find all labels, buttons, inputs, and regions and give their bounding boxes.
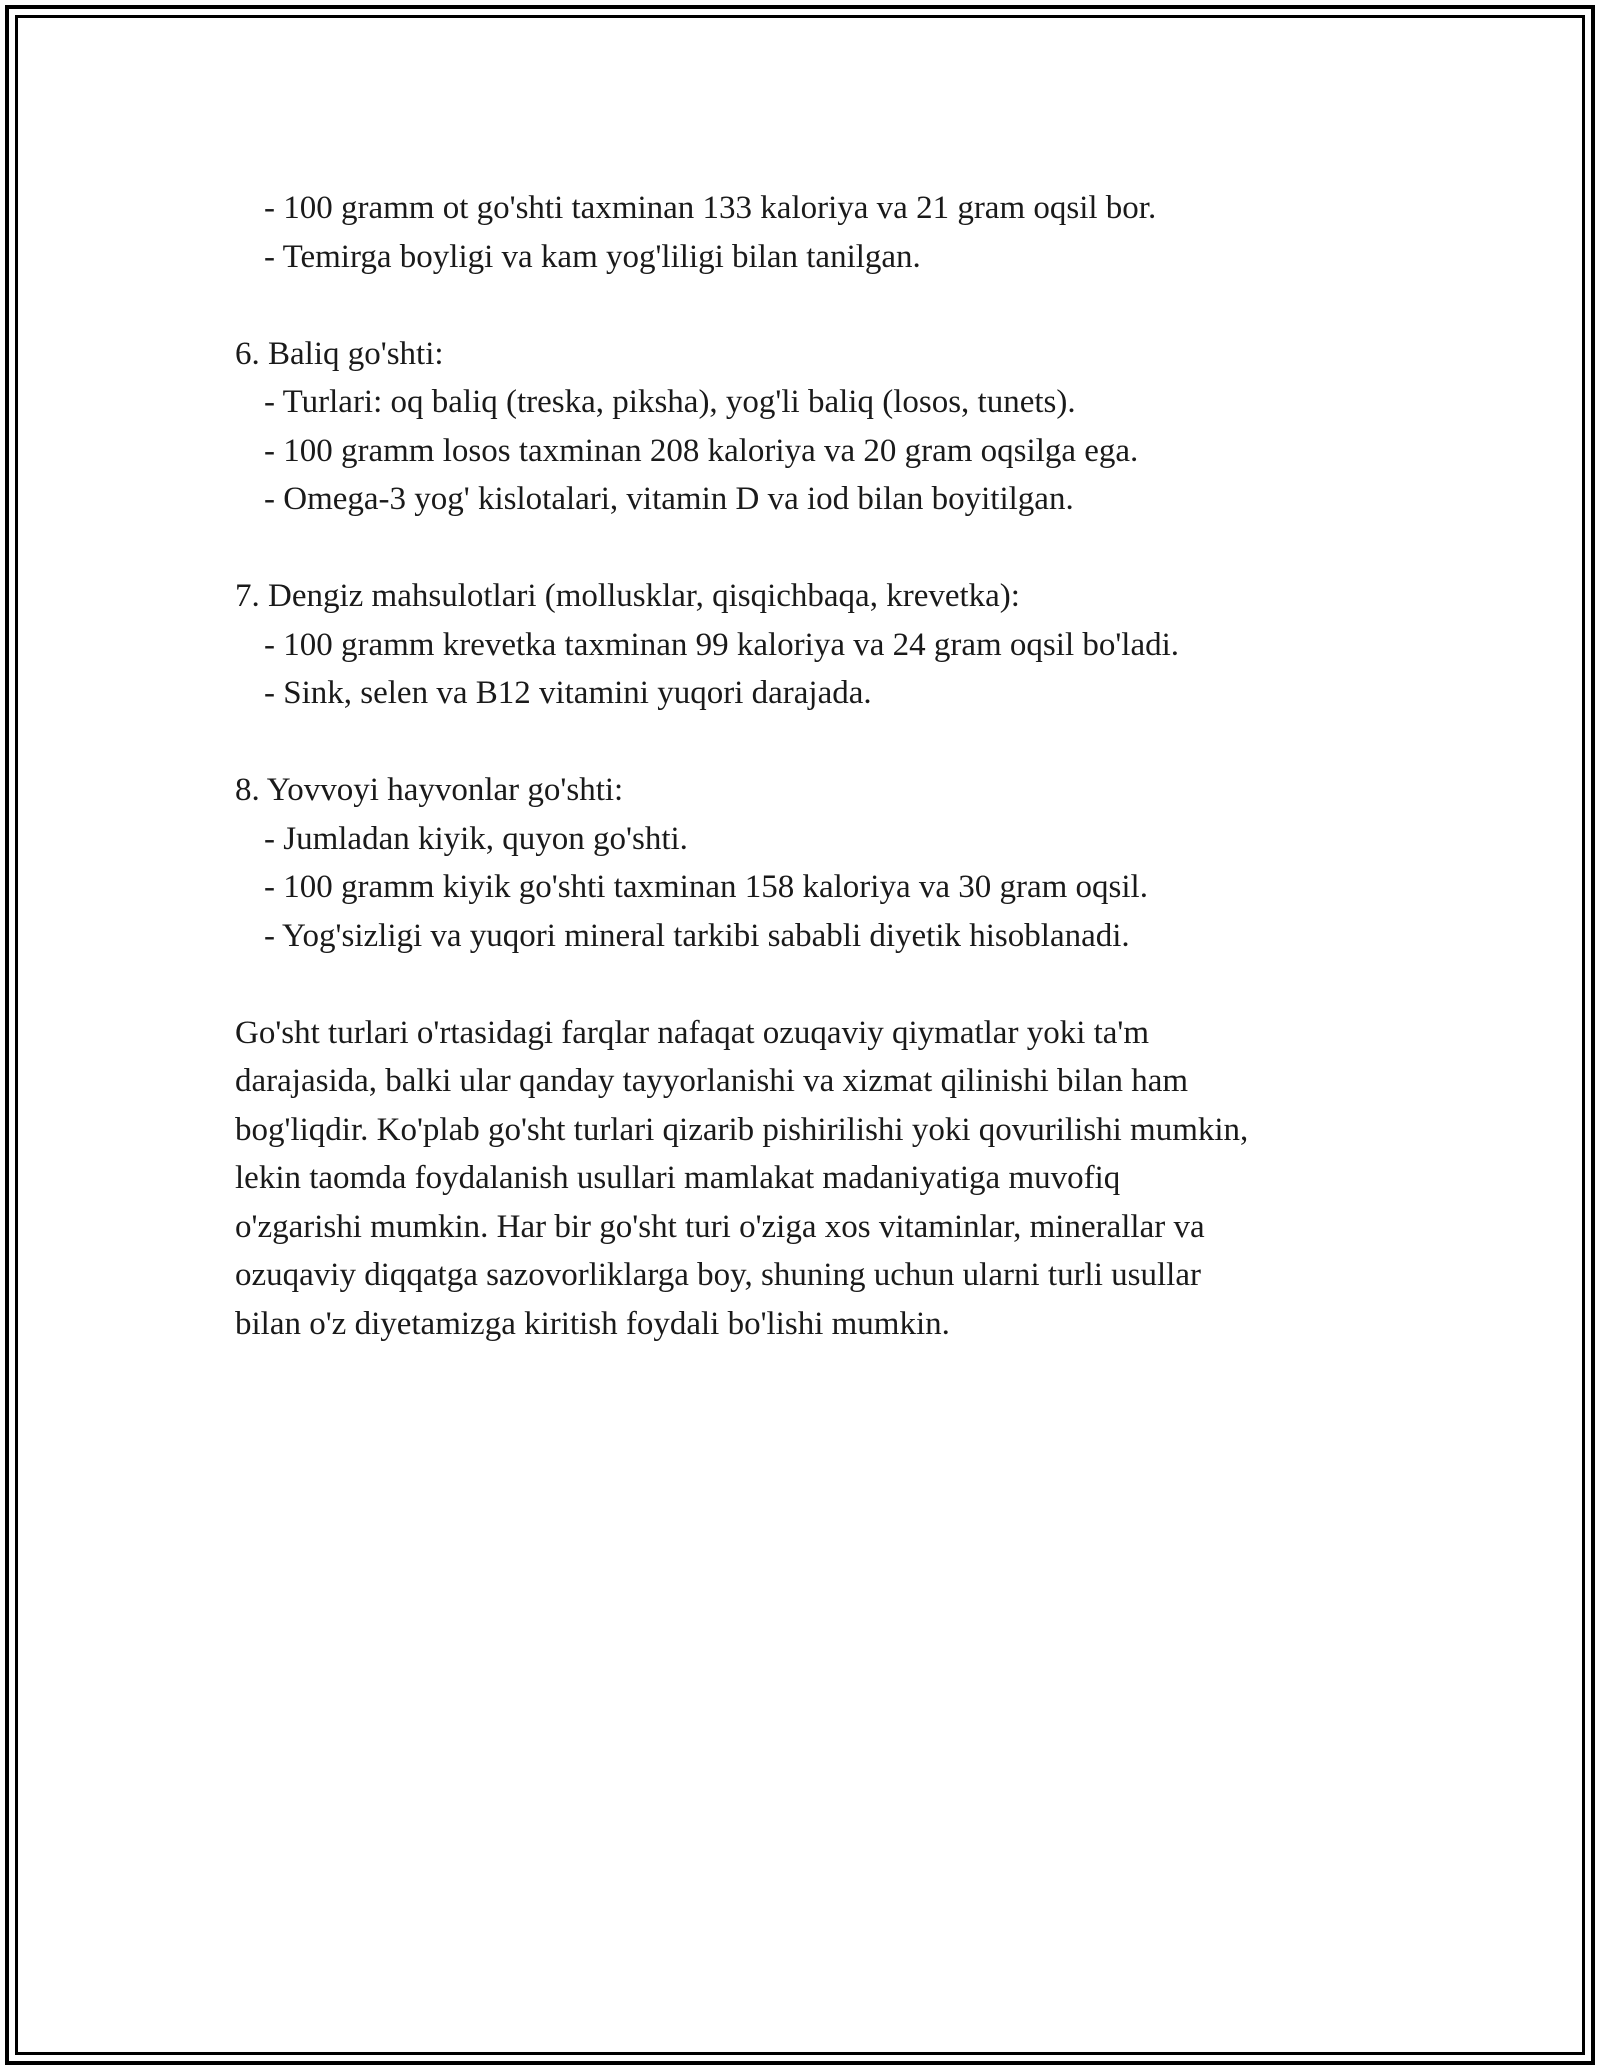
list-item: - 100 gramm krevetka taxminan 99 kaloriya va 24 gram oqsil bo'ladi. — [264, 626, 1180, 663]
spacer — [235, 524, 1385, 573]
list-item: - 100 gramm losos taxminan 208 kaloriya va 20 gram oqsilga ega. — [264, 432, 1139, 469]
spacer — [235, 960, 1385, 1009]
paragraph-line: Go'sht turlari o'rtasidagi farqlar nafaqat ozuqaviy qiymatlar yoki ta'm — [235, 1014, 1150, 1051]
list-item: - Yog'sizligi va yuqori mineral tarkibi sababli diyetik hisoblanadi. — [264, 917, 1130, 954]
paragraph-line: bog'liqdir. Ko'plab go'sht turlari qizarib pishirilishi yoki qovurilishi mumkin, — [235, 1111, 1249, 1148]
list-item: - Temirga boyligi va kam yog'liligi bilan tanilgan. — [264, 238, 921, 275]
spacer — [235, 718, 1385, 767]
paragraph-line: ozuqaviy diqqatga sazovorliklarga boy, shuning uchun ularni turli usullar — [235, 1257, 1201, 1293]
section-heading: 7. Dengiz mahsulotlari (mollusklar, qisqichbaqa, krevetka): — [235, 578, 1020, 614]
list-item: - 100 gramm ot go'shti taxminan 133 kaloriya va 21 gram oqsil bor. — [264, 190, 1157, 226]
section-heading: 6. Baliq go'shti: — [235, 335, 444, 372]
paragraph-line: o'zgarishi mumkin. Har bir go'sht turi o'ziga xos vitaminlar, minerallar va — [235, 1208, 1205, 1245]
list-item: - Turlari: oq baliq (treska, piksha), yog'li baliq (losos, tunets). — [264, 384, 1076, 420]
list-item: - Omega-3 yog' kislotalari, vitamin D va iod bilan boyitilgan. — [264, 481, 1074, 517]
paragraph-line: darajasida, balki ular qanday tayyorlanishi va xizmat qilinishi bilan ham — [235, 1063, 1189, 1099]
paragraph-line: lekin taomda foydalanish usullari mamlakat madaniyatiga muvofiq — [235, 1160, 1121, 1196]
list-item: - Sink, selen va B12 vitamini yuqori darajada. — [264, 675, 872, 711]
spacer — [235, 281, 1385, 330]
list-item: - 100 gramm kiyik go'shti taxminan 158 kaloriya va 30 gram oqsil. — [264, 869, 1148, 905]
paragraph-line: bilan o'z diyetamizga kiritish foydali bo'lishi mumkin. — [235, 1305, 950, 1342]
section-heading: 8. Yovvoyi hayvonlar go'shti: — [235, 772, 624, 808]
document-body — [235, 184, 1385, 1348]
closing-paragraph — [235, 1009, 1385, 1349]
list-item: - Jumladan kiyik, quyon go'shti. — [264, 820, 688, 857]
